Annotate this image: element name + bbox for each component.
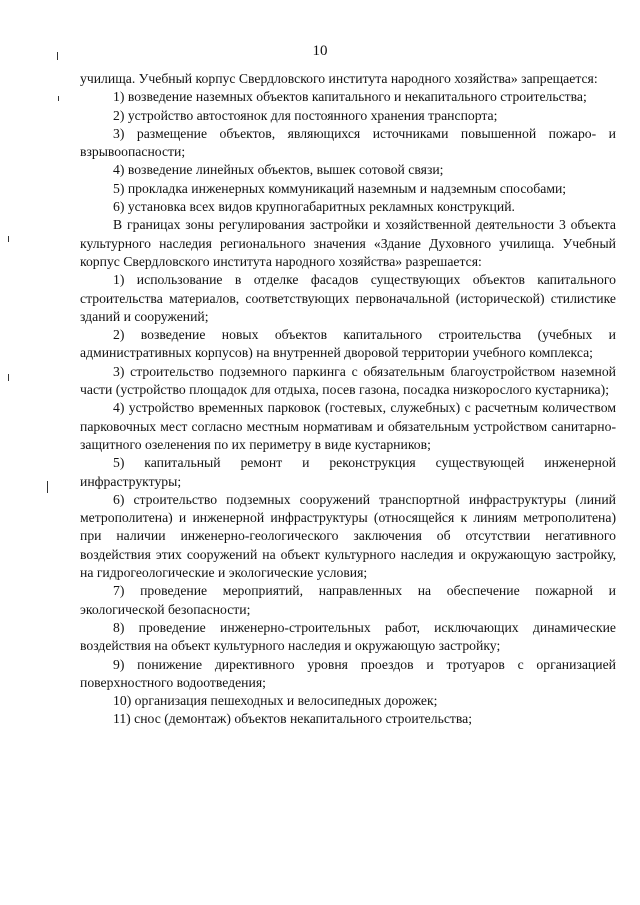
scan-margin-mark [8, 236, 9, 242]
paragraph: 10) организация пешеходных и велосипедных дорожек; [113, 693, 438, 709]
paragraph: 8) проведение инженерно-строительных работ, исключающих динамические воздействия на объект культурного наследия и окружающую застройку; [80, 619, 616, 654]
paragraph: 11) снос (демонтаж) объектов некапитального строительства; [113, 711, 473, 727]
paragraph: 2) возведение новых объектов капитального строительства (учебных и административных корпусов) на внутренней дворовой территории учебного комплекса; [80, 327, 616, 361]
paragraph: 6) строительство подземных сооружений транспортной инфраструктуры (линий метрополитена) и инженерной инфраструктуры (относящейся к линиям метрополитена) при наличии инженерно-геологического заключения об отсутствии негативного воздействия этих сооружений на объект культурного наследия и окружающую застройку, на гидрогеологические и экологические условия; [80, 491, 616, 581]
paragraph: 1) возведение наземных объектов капитального и некапитального строительства; [113, 89, 587, 105]
paragraph: 5) прокладка инженерных коммуникаций наземным и надземным способами; [113, 180, 567, 196]
paragraph: В границах зоны регулирования застройки и хозяйственной деятельности 3 объекта культурного наследия регионального значения «Здание Духовного училища. Учебный корпус Свердловского института народного хозяйства» разрешается: [80, 217, 616, 269]
scan-margin-mark [57, 52, 58, 60]
paragraph: 7) проведение мероприятий, направленных на обеспечение пожарной и экологической безопасности; [80, 583, 616, 617]
page-number: 10 [312, 43, 328, 59]
paragraph: 4) устройство временных парковок (гостевых, служебных) с расчетным количеством парковочных мест согласно местным нормативам и обязательным устройством санитарно-защитного озеленения по их периметру в виде кустарников; [80, 400, 616, 452]
scan-margin-mark [58, 96, 59, 101]
paragraph: 4) возведение линейных объектов, вышек сотовой связи; [113, 162, 444, 178]
paragraph: училища. Учебный корпус Свердловского института народного хозяйства» запрещается: [80, 71, 598, 86]
document-body [80, 70, 616, 729]
scan-margin-mark [8, 374, 9, 381]
paragraph: 3) размещение объектов, являющихся источниками повышенной пожаро- и взрывоопасности; [80, 125, 616, 160]
paragraph: 2) устройство автостоянок для постоянного хранения транспорта; [113, 107, 498, 123]
paragraph: 3) строительство подземного паркинга с обязательным благоустройством наземной части (устройство площадок для отдыха, посев газона, посадка низкорослого кустарника); [80, 363, 616, 398]
paragraph: 5) капитальный ремонт и реконструкция существующей инженерной инфраструктуры; [80, 455, 616, 489]
paragraph: 9) понижение директивного уровня проездов и тротуаров с организацией поверхностного водоотведения; [80, 656, 616, 690]
scan-margin-mark [47, 481, 48, 493]
paragraph: 6) установка всех видов крупногабаритных рекламных конструкций. [113, 199, 515, 215]
paragraph: 1) использование в отделке фасадов существующих объектов капитального строительства материалов, соответствующих первоначальной (исторической) стилистике зданий и сооружений; [80, 272, 616, 324]
